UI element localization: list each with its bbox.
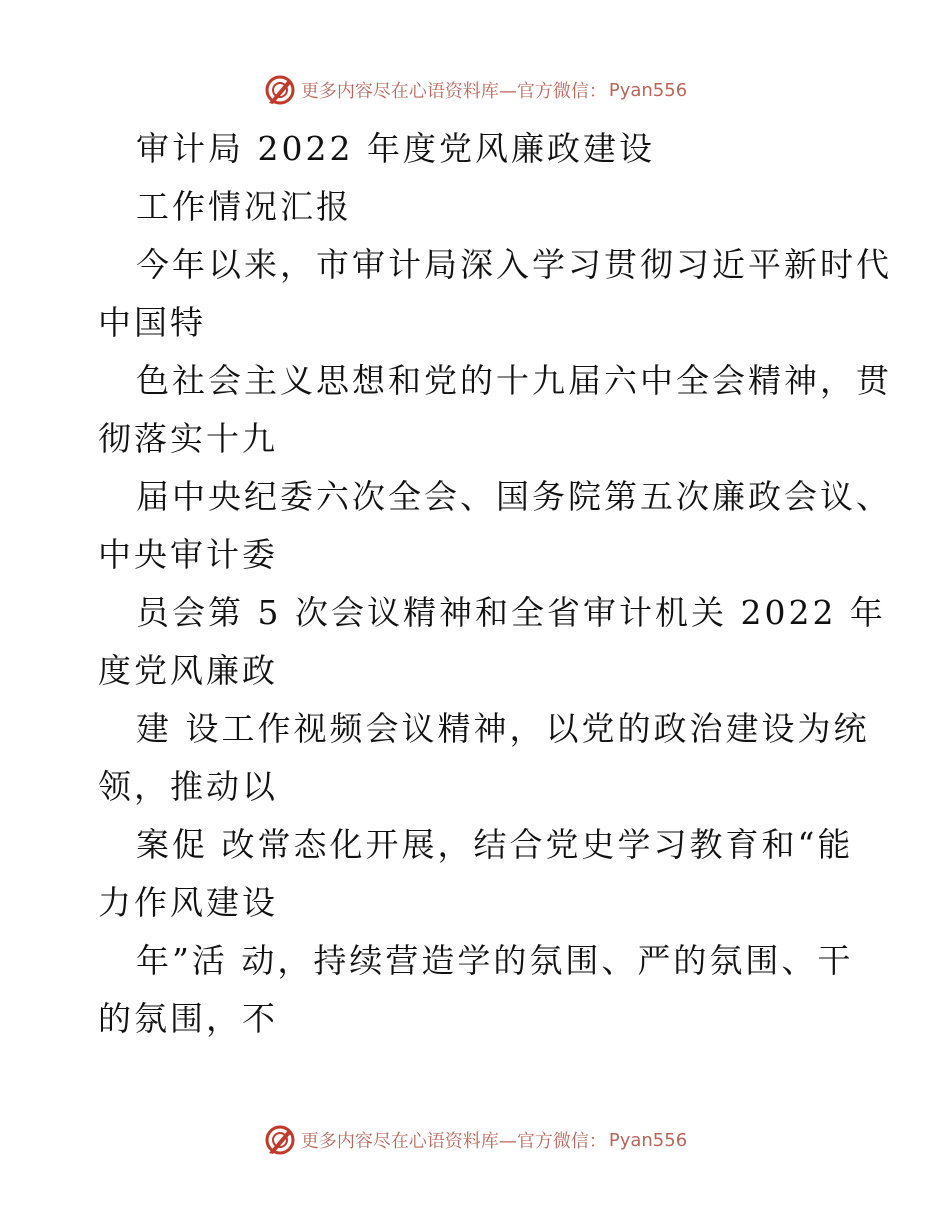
paragraph-line: 中国特 bbox=[98, 303, 206, 342]
paragraph-line: 员会第 5 次会议精神和全省审计机关 2022 年 bbox=[136, 593, 886, 632]
doc-title-line: 审计局 2022 年度党风廉政建设 bbox=[136, 129, 655, 168]
paragraph-line: 领，推动以 bbox=[98, 767, 278, 806]
watermark-brand: Pyan556 bbox=[608, 1129, 688, 1151]
watermark-text: 更多内容尽在心语资料库—官方微信： bbox=[300, 1131, 607, 1152]
paragraph-line: 今年以来，市审计局深入学习贯彻习近平新时代 bbox=[136, 245, 892, 284]
doc-subtitle-line: 工作情况汇报 bbox=[136, 187, 352, 226]
paragraph-line: 色社会主义思想和党的十九届六中全会精神，贯 bbox=[136, 361, 892, 400]
quill-logo-icon bbox=[263, 1123, 297, 1157]
paragraph-line: 力作风建设 bbox=[98, 883, 278, 922]
paragraph-line: 度党风廉政 bbox=[98, 651, 278, 690]
paragraph-line: 建 设工作视频会议精神，以党的政治建设为统 bbox=[136, 709, 870, 748]
footer-watermark bbox=[0, 1120, 950, 1160]
watermark-text: 更多内容尽在心语资料库—官方微信： bbox=[300, 81, 607, 102]
paragraph-line: 的氛围，不 bbox=[98, 999, 278, 1038]
quill-logo-icon bbox=[263, 73, 297, 107]
paragraph-line: 彻落实十九 bbox=[98, 419, 278, 458]
header-watermark bbox=[0, 70, 950, 110]
paragraph-line: 届中央纪委六次全会、国务院第五次廉政会议、 bbox=[136, 477, 892, 516]
paragraph-line: 案促 改常态化开展，结合党史学习教育和“能 bbox=[136, 825, 854, 864]
paragraph-line: 年”活 动，持续营造学的氛围、严的氛围、干 bbox=[136, 941, 854, 980]
document-body bbox=[98, 120, 892, 1048]
paragraph-line: 中央审计委 bbox=[98, 535, 278, 574]
watermark-brand: Pyan556 bbox=[608, 79, 688, 101]
